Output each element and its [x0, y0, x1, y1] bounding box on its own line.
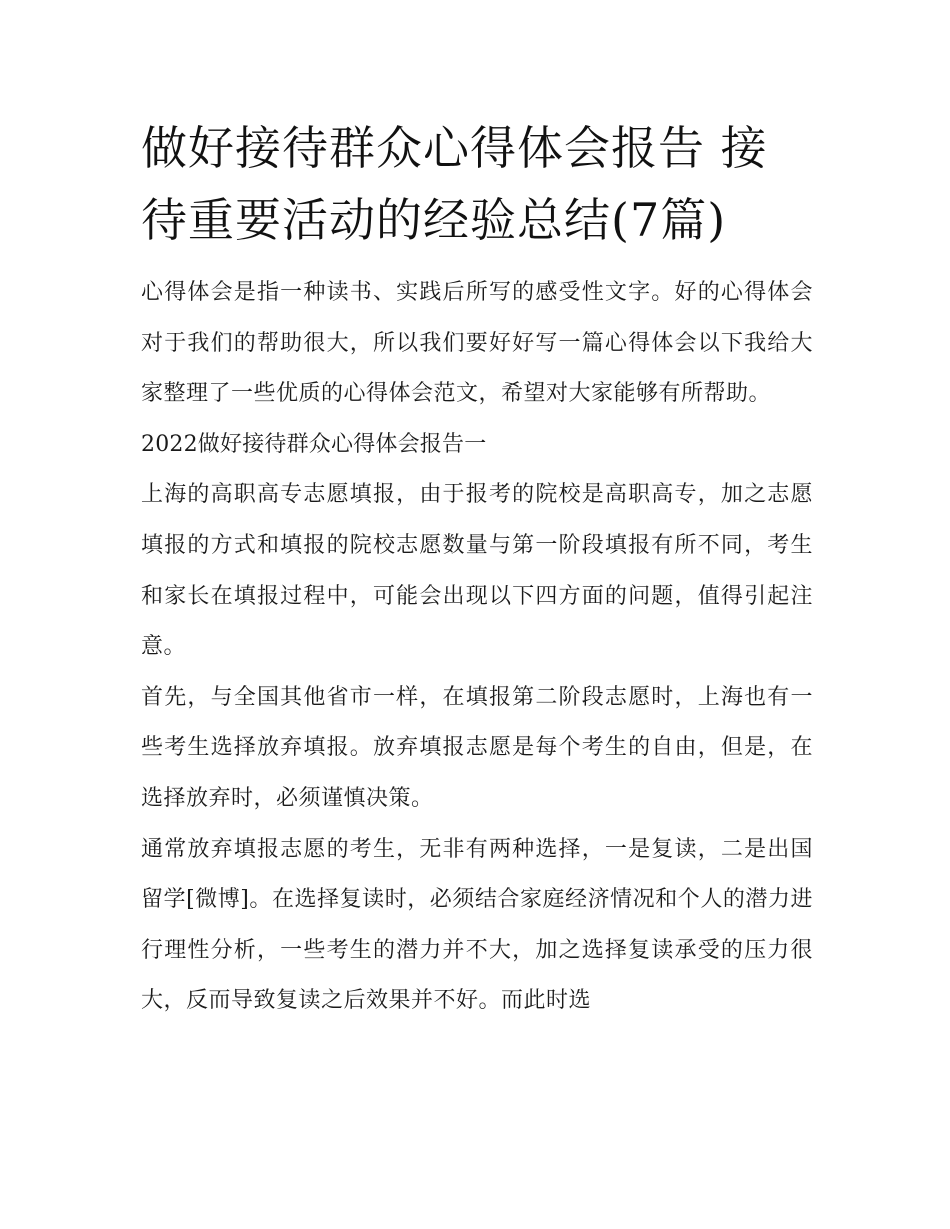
document-page: [141, 112, 813, 1027]
section-heading: 2022做好接待群众心得体会报告一: [141, 431, 487, 457]
body-paragraph-3: 通常放弃填报志愿的考生，无非有两种选择，一是复读，二是出国留学[微博]。在选择复读时，必须结合家庭经济情况和个人的潜力进行理性分析，一些考生的潜力并不大，加之选择复读承受的压力很大，反而导致复读之后效果并不好。而此时选: [141, 836, 813, 1014]
body-paragraph-1: 上海的高职高专志愿填报，由于报考的院校是高职高专，加之志愿填报的方式和填报的院校志愿数量与第一阶段填报有所不同，考生和家长在填报过程中，可能会出现以下四方面的问题，值得引起注意。: [141, 482, 813, 660]
body-paragraph-2: 首先，与全国其他省市一样，在填报第二阶段志愿时，上海也有一些考生选择放弃填报。放弃填报志愿是每个考生的自由，但是，在选择放弃时，必须谨慎决策。: [141, 684, 813, 811]
intro-paragraph: 心得体会是指一种读书、实践后所写的感受性文字。好的心得体会对于我们的帮助很大，所以我们要好好写一篇心得体会以下我给大家整理了一些优质的心得体会范文，希望对大家能够有所帮助。: [141, 280, 813, 407]
document-title: 做好接待群众心得体会报告 接待重要活动的经验总结(7篇): [141, 121, 768, 247]
